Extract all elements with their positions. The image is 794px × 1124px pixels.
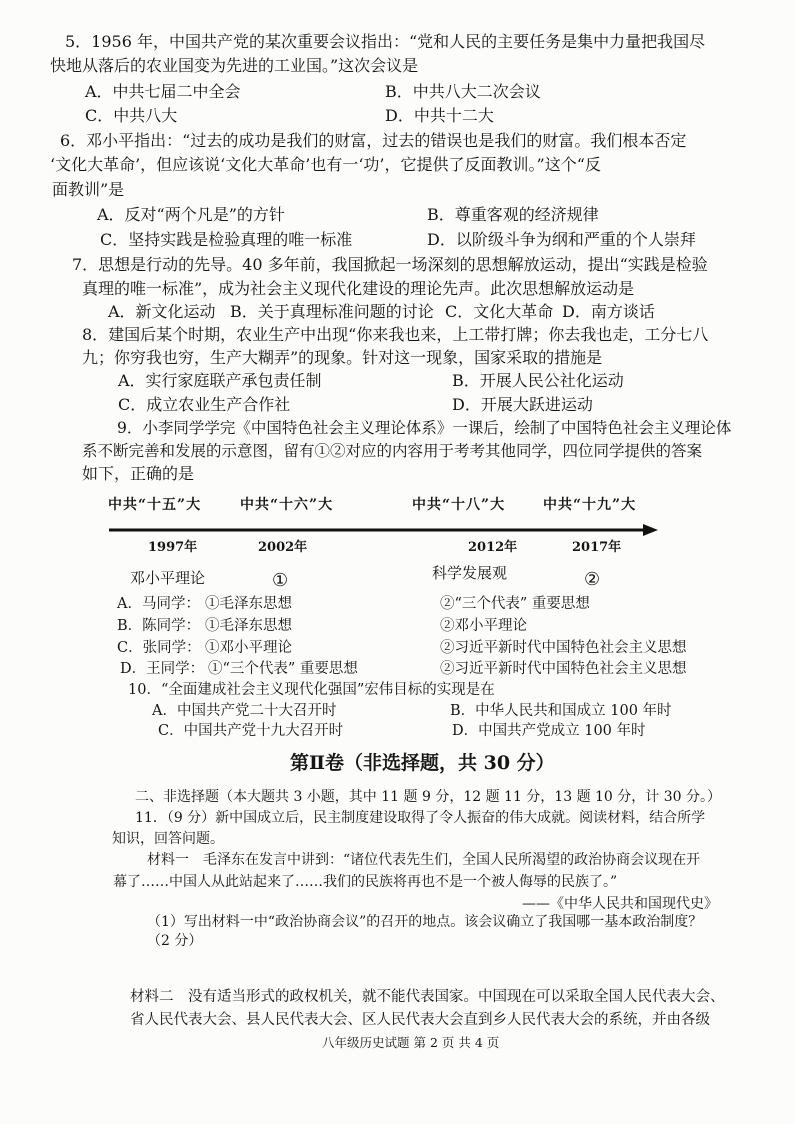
- year-label: 1997年: [148, 540, 198, 555]
- question-5-text-line: 5．1956 年，中国共产党的某次重要会议指出：“党和人民的主要任务是集中力量把我国尽: [65, 32, 706, 51]
- blank-marker-2: ②: [584, 569, 601, 590]
- answer-blank-2: ②“三个代表” 重要思想: [440, 596, 590, 612]
- congress-label: 中共“十五”大: [108, 497, 202, 513]
- timeline-arrow: [105, 522, 665, 538]
- question-8-text-line: 九；你穷我也穷，生产大糊弄”的现象。针对这一现象，国家采取的措施是: [82, 348, 603, 367]
- answer-student: A．马同学：: [117, 596, 200, 612]
- question-7-text-line: 真理的唯一标准”，成为社会主义现代化建设的理论先声。此次思想解放运动是: [82, 279, 635, 298]
- question-5-option-d: D．中共十二大: [385, 106, 494, 125]
- question-10-text-line: 10．“全面建成社会主义现代化强国”宏伟目标的实现是在: [128, 682, 495, 698]
- material-2-text-line: 材料二 没有适当形式的政权机关，就不能代表国家。中国现在可以采取全国人民代表大会、: [130, 989, 725, 1005]
- material-1-text-line: 材料一 毛泽东在发言中讲到：“诸位代表先生们，全国人民所渴望的政治协商会议现在开: [147, 852, 701, 868]
- sub-question-1-text-line: （1）写出材料一中“政治协商会议”的召开的地点。该会议确立了我国哪一基本政治制度？: [147, 914, 703, 930]
- question-8-option-a: A．实行家庭联产承包责任制: [118, 371, 322, 390]
- material-1-source: ——《中华人民共和国现代史》: [522, 896, 718, 912]
- question-6-option-c: C．坚持实践是检验真理的唯一标准: [100, 230, 353, 249]
- answer-blank-2: ②习近平新时代中国特色社会主义思想: [440, 661, 687, 677]
- answer-blank-1: ①毛泽东思想: [205, 618, 292, 634]
- answer-blank-1: ①邓小平理论: [205, 640, 292, 656]
- question-7-option-a: A．新文化运动: [108, 302, 216, 321]
- question-10-option-b: B．中华人民共和国成立 100 年时: [450, 703, 672, 719]
- question-10-option-d: D．中国共产党成立 100 年时: [452, 723, 646, 739]
- question-6-text-line: 6．邓小平指出：“过去的成功是我们的财富，过去的错误也是我们的财富。我们根本否定: [60, 131, 687, 150]
- year-label: 2017年: [572, 540, 622, 555]
- question-7-option-c: C．文化大革命: [445, 302, 554, 321]
- question-7-text-line: 7．思想是行动的先导。40 多年前，我国掀起一场深刻的思想解放运动，提出“实践是检验: [72, 255, 708, 274]
- answer-student: B．陈同学：: [117, 618, 201, 634]
- theory-label: 邓小平理论: [130, 569, 206, 587]
- section-instructions: 二、非选择题（本大题共 3 小题，其中 11 题 9 分，12 题 11 分，13 题 10 分，计 30 分。）: [135, 789, 722, 805]
- theory-label: 科学发展观: [432, 564, 508, 582]
- question-6-text-line: 面教训”是: [52, 180, 125, 199]
- answer-student: C．张同学：: [117, 640, 201, 656]
- material-2-text-line: 省人民代表大会、县人民代表大会、区人民代表大会直到乡人民代表大会的系统，并由各级: [130, 1012, 710, 1028]
- question-5-option-a: A．中共七届二中全会: [85, 82, 241, 101]
- question-7-option-b: B．关于真理标准问题的讨论: [230, 302, 434, 321]
- page-footer: 八年级历史试题 第 2 页 共 4 页: [322, 1035, 500, 1050]
- question-10-option-c: C．中国共产党十九大召开时: [158, 723, 344, 739]
- question-6-option-a: A．反对“两个凡是”的方针: [97, 205, 285, 224]
- question-9-text-line: 9．小李同学学完《中国特色社会主义理论体系》一课后，绘制了中国特色社会主义理论体: [117, 419, 732, 437]
- question-6-option-d: D．以阶级斗争为纲和严重的个人崇拜: [427, 230, 696, 249]
- material-1-text-line: 幕了……中国人从此站起来了……我们的民族将再也不是一个被人侮辱的民族了。”: [113, 874, 618, 890]
- question-7-option-d: D．南方谈话: [562, 302, 655, 321]
- question-5-option-c: C．中共八大: [85, 106, 178, 125]
- answer-blank-2: ②习近平新时代中国特色社会主义思想: [440, 640, 687, 656]
- congress-label: 中共“十八”大: [412, 497, 506, 513]
- section-title: 第Ⅱ卷（非选择题，共 30 分）: [290, 752, 555, 774]
- question-8-text-line: 8．建国后某个时期，农业生产中出现“你来我也来，上工带打牌；你去我也走，工分七八: [82, 325, 709, 344]
- answer-blank-1: ①毛泽东思想: [205, 596, 292, 612]
- congress-label: 中共“十九”大: [543, 497, 637, 513]
- answer-blank-1: ①“三个代表” 重要思想: [208, 661, 358, 677]
- year-label: 2002年: [258, 540, 308, 555]
- question-9-text-line: 系不断完善和发展的示意图，留有①②对应的内容用于考考其他同学，四位同学提供的答案: [82, 442, 703, 460]
- question-5-option-b: B．中共八大二次会议: [385, 82, 541, 101]
- year-label: 2012年: [468, 540, 518, 555]
- question-9-text-line: 如下，正确的是: [82, 464, 195, 483]
- answer-student: D．王同学：: [120, 661, 205, 677]
- question-5-text-line: 快地从落后的农业国变为先进的工业国。”这次会议是: [50, 56, 419, 75]
- answer-blank-2: ②邓小平理论: [440, 618, 527, 634]
- question-11-text-line: 11．（9 分）新中国成立后，民主制度建设取得了令人振奋的伟大成就。阅读材料，结合所学: [135, 810, 706, 826]
- question-6-text-line: ‘文化大革命’，但应该说‘文化大革命’也有一‘功’，它提供了反面教训。”这个“反: [50, 155, 601, 174]
- question-8-option-c: C．成立农业生产合作社: [118, 395, 291, 414]
- timeline-arrowhead: [643, 524, 658, 536]
- question-10-option-a: A．中国共产党二十大召开时: [152, 703, 337, 719]
- question-6-option-b: B．尊重客观的经济规律: [427, 205, 599, 224]
- question-11-text-line: 知识，回答问题。: [112, 831, 224, 847]
- question-8-option-b: B．开展人民公社化运动: [452, 371, 624, 390]
- sub-question-1-score: （2 分）: [147, 933, 203, 949]
- blank-marker-1: ①: [272, 570, 289, 591]
- question-8-option-d: D．开展大跃进运动: [452, 395, 593, 414]
- congress-label: 中共“十六”大: [240, 497, 334, 513]
